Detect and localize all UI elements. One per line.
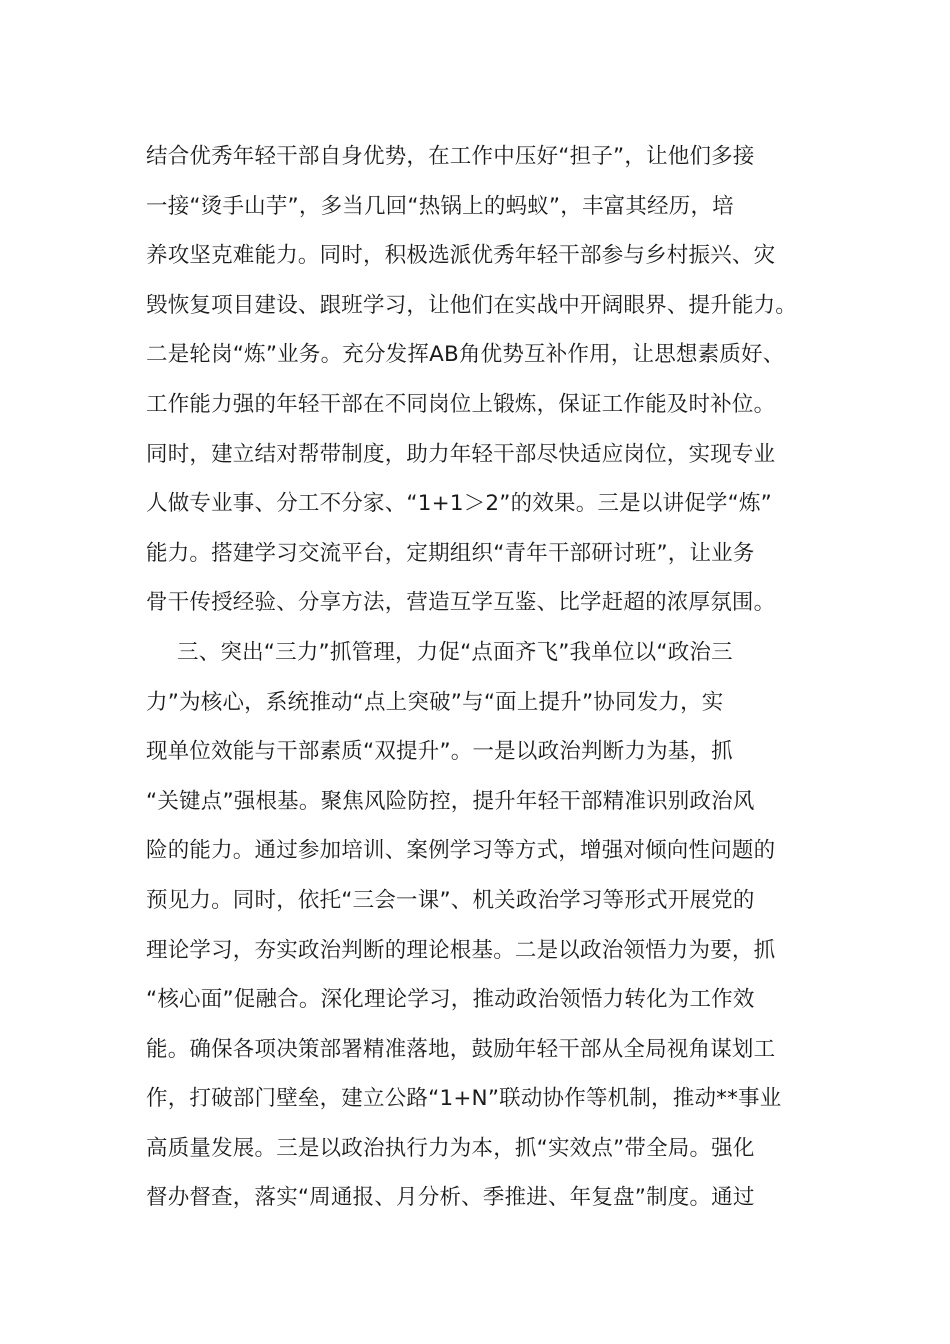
text-line: 一接“烫手山芋”，多当几回“热锅上的蚂蚁”，丰富其经历，培 <box>146 193 734 219</box>
text-line: 毁恢复项目建设、跟班学习，让他们在实战中开阔眼界、提升能力。 <box>146 292 798 318</box>
text-line: 工作能力强的年轻干部在不同岗位上锻炼，保证工作能及时补位。 <box>146 391 776 417</box>
body-text <box>146 132 846 1223</box>
text-line: 骨干传授经验、分享方法，营造互学互鉴、比学赶超的浓厚氛围。 <box>146 590 776 616</box>
text-line: 督办督查，落实“周通报、月分析、季推进、年复盘”制度。通过 <box>146 1185 755 1211</box>
text-line: 理论学习，夯实政治判断的理论根基。二是以政治领悟力为要，抓 <box>146 937 776 963</box>
text-line: 能力。搭建学习交流平台，定期组织“青年干部研讨班”，让业务 <box>146 540 755 566</box>
text-line: 能。确保各项决策部署精准落地，鼓励年轻干部从全局视角谋划工 <box>146 1036 776 1062</box>
text-line: 险的能力。通过参加培训、案例学习等方式，增强对倾向性问题的 <box>146 838 776 864</box>
text-line: 预见力。同时，依托“三会一课”、机关政治学习等形式开展党的 <box>146 887 755 913</box>
text-line: 养攻坚克难能力。同时，积极选派优秀年轻干部参与乡村振兴、灾 <box>146 243 776 269</box>
text-line: 高质量发展。三是以政治执行力为本，抓“实效点”带全局。强化 <box>146 1135 755 1161</box>
text-line: 二是轮岗“炼”业务。充分发挥AB角优势互补作用，让思想素质好、 <box>146 342 785 368</box>
text-line: 同时，建立结对帮带制度，助力年轻干部尽快适应岗位，实现专业 <box>146 441 776 467</box>
text-line: 结合优秀年轻干部自身优势，在工作中压好“担子”，让他们多接 <box>146 144 755 169</box>
text-line: “核心面”促融合。深化理论学习，推动政治领悟力转化为工作效 <box>146 987 755 1013</box>
section-heading-line: 三、突出“三力”抓管理，力促“点面齐飞”我单位以“政治三 <box>177 639 733 665</box>
text-line: “关键点”强根基。聚焦风险防控，提升年轻干部精准识别政治风 <box>146 788 755 814</box>
text-line: 人做专业事、分工不分家、“1+1＞2”的效果。三是以讲促学“炼” <box>146 491 773 517</box>
text-line: 现单位效能与干部素质“双提升”。一是以政治判断力为基，抓 <box>146 739 733 765</box>
text-line: 作，打破部门壁垒，建立公路“1+N”联动协作等机制，推动**事业 <box>146 1086 782 1112</box>
text-line: 力”为核心，系统推动“点上突破”与“面上提升”协同发力，实 <box>146 689 724 715</box>
